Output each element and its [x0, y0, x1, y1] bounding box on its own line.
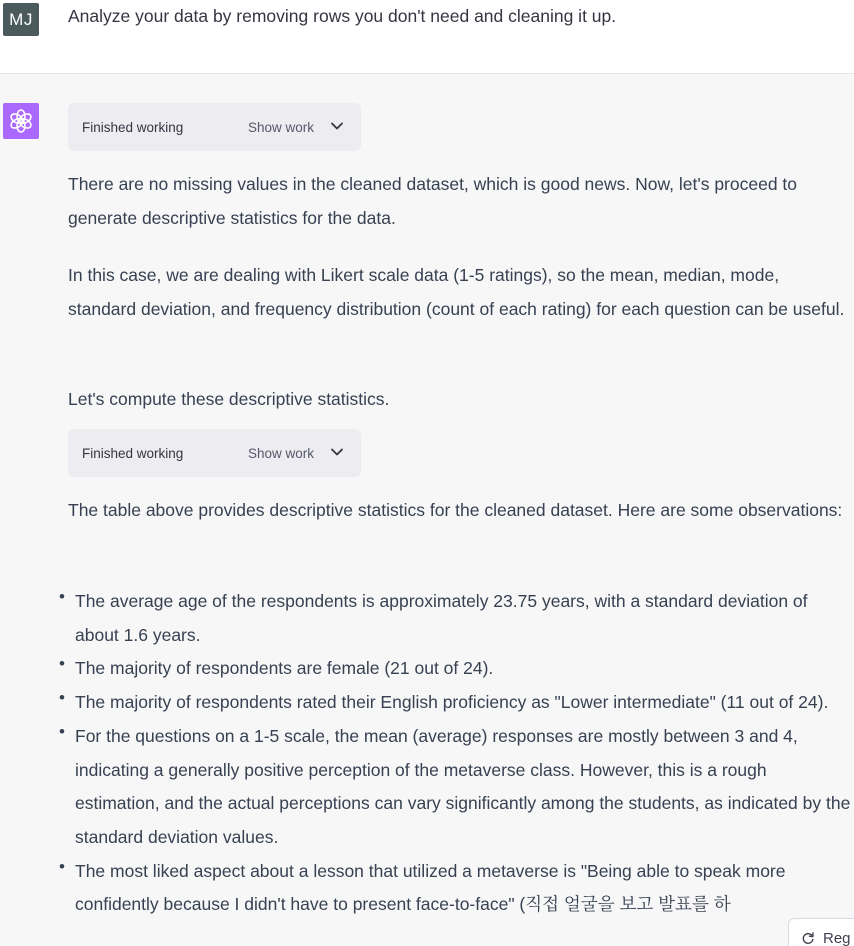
show-work-toggle[interactable]: Show work [248, 446, 315, 461]
work-status-label: Finished working [82, 120, 184, 135]
list-item-text: The average age of the respondents is approximately 23.75 years, with a standard deviation of about 1.6 years. [75, 591, 808, 645]
refresh-icon [801, 931, 815, 945]
list-item-text: For the questions on a 1-5 scale, the mean (average) responses are mostly between 3 and 4, indicating a generally positive perception of the metaverse class. However, this is a rough estimation, and the actual perceptions can vary significantly among the students, as indicated by the standard deviation values. [75, 725, 851, 847]
list-item [56, 585, 852, 652]
assistant-paragraph: In this case, we are dealing with Likert scale data (1-5 ratings), so the mean, median, mode, standard deviation, and frequency distribution (count of each rating) for each question can be useful. [68, 265, 845, 319]
show-work-toggle[interactable]: Show work [248, 120, 315, 135]
list-item [56, 652, 852, 686]
assistant-paragraph: There are no missing values in the cleaned dataset, which is good news. Now, let's proceed to generate descriptive statistics for the data. [68, 174, 798, 228]
assistant-paragraph: The table above provides descriptive statistics for the cleaned dataset. Here are some observations: [68, 500, 843, 520]
assistant-paragraph: Let's compute these descriptive statistics. [68, 389, 390, 409]
bullet-glyph: • [59, 587, 65, 606]
observations-list [56, 585, 852, 922]
list-item-text: The most liked aspect about a lesson that utilized a metaverse is "Being able to speak more confidently because I didn't have to present face-to-face" (직접 얼굴을 보고 발표를 하 [75, 860, 786, 915]
assistant-avatar [3, 103, 39, 139]
list-item-text: The majority of respondents are female (21 out of 24). [75, 658, 494, 679]
work-status-block-2[interactable] [68, 429, 361, 477]
user-message-text: Analyze your data by removing rows you don't need and cleaning it up. [68, 6, 617, 26]
regenerate-button[interactable] [788, 918, 854, 946]
regenerate-label: Reg [823, 929, 851, 946]
list-item-text: The majority of respondents rated their English proficiency as "Lower intermediate" (11 out of 24). [75, 692, 829, 713]
chevron-down-icon[interactable] [330, 447, 344, 457]
list-item [56, 720, 852, 855]
user-message-row [0, 0, 854, 74]
openai-logo-icon [8, 108, 34, 134]
list-item [56, 686, 852, 720]
work-status-block-1[interactable] [68, 103, 361, 151]
bullet-glyph: • [59, 856, 65, 876]
chevron-down-icon[interactable] [330, 121, 344, 131]
bullet-glyph: • [59, 721, 65, 741]
bullet-glyph: • [59, 654, 65, 674]
list-item [56, 855, 852, 922]
work-status-label: Finished working [82, 446, 184, 461]
bullet-glyph: • [59, 688, 65, 708]
user-avatar: MJ [3, 3, 39, 36]
